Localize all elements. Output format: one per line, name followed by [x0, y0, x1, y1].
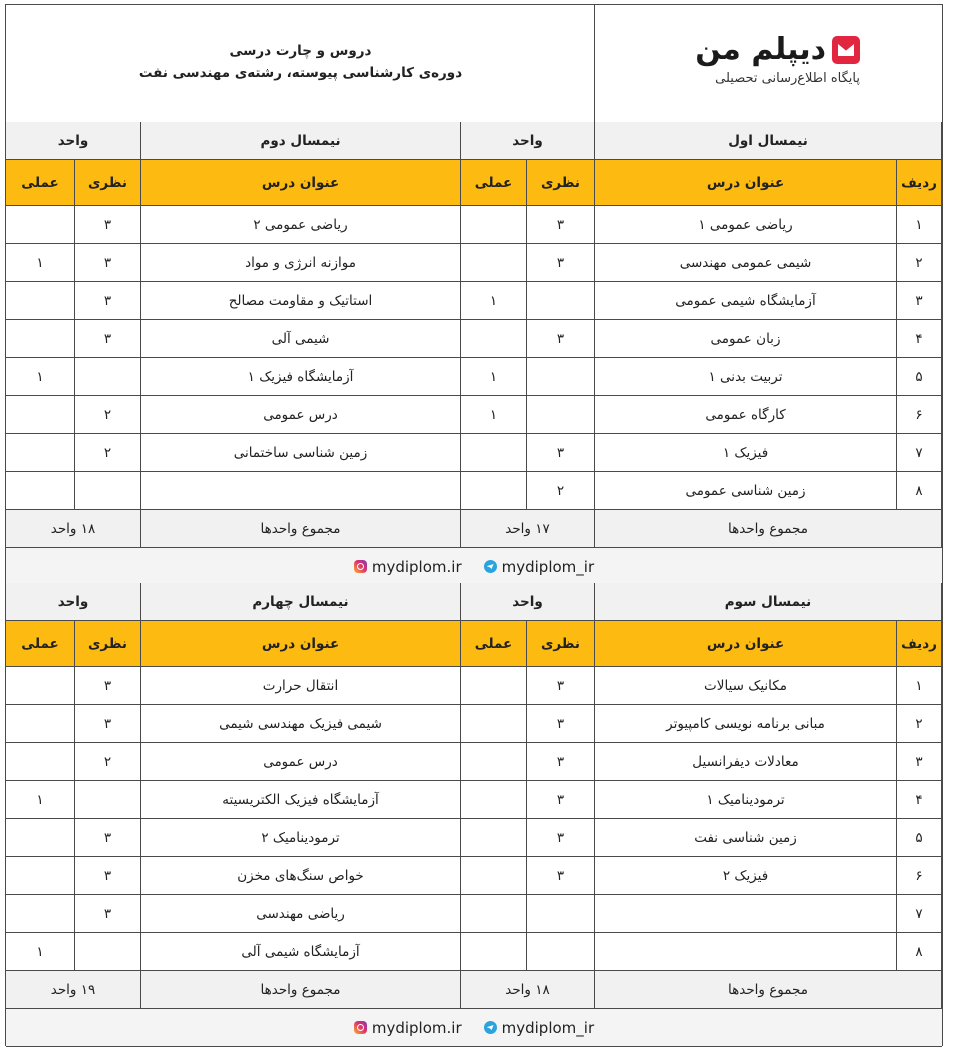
- practical-units: [6, 434, 75, 472]
- course-title-header: عنوان درس: [141, 621, 461, 667]
- semester-name: نیمسال دوم: [141, 122, 461, 160]
- practical-units: [461, 933, 527, 971]
- title-box: [6, 5, 595, 122]
- theory-units: ۳: [527, 244, 595, 282]
- practical-units: [6, 667, 75, 705]
- course-title: مکانیک سیالات: [595, 667, 897, 705]
- instagram-handle: mydiplom.ir: [371, 1018, 462, 1037]
- total-units-value: ۱۷ واحد: [461, 510, 595, 548]
- practical-units: ۱: [6, 933, 75, 971]
- semester-name: نیمسال چهارم: [141, 583, 461, 621]
- total-units-label: مجموع واحدها: [595, 510, 942, 548]
- practical-units: [461, 320, 527, 358]
- theory-header: نظری: [527, 621, 595, 667]
- course-title-header: عنوان درس: [595, 160, 897, 206]
- theory-units: ۳: [527, 743, 595, 781]
- theory-units: ۲: [75, 743, 141, 781]
- row-number: ۴: [897, 781, 942, 819]
- course-title: مبانی برنامه نویسی کامپیوتر: [595, 705, 897, 743]
- row-number: ۳: [897, 282, 942, 320]
- course-title: استاتیک و مقاومت مصالح: [141, 282, 461, 320]
- practical-units: [6, 472, 75, 510]
- theory-units: ۳: [75, 857, 141, 895]
- telegram-link[interactable]: [484, 1019, 595, 1037]
- theory-units: [527, 396, 595, 434]
- theory-units: [75, 933, 141, 971]
- theory-units: [75, 472, 141, 510]
- theory-units: ۳: [75, 819, 141, 857]
- row-number: ۴: [897, 320, 942, 358]
- semester-name: نیمسال اول: [595, 122, 942, 160]
- instagram-icon: [354, 560, 367, 573]
- course-title: آزمایشگاه فیزیک ۱: [141, 358, 461, 396]
- course-title: [595, 933, 897, 971]
- course-title: زمین شناسی ساختمانی: [141, 434, 461, 472]
- theory-units: [527, 895, 595, 933]
- theory-units: [75, 358, 141, 396]
- header: [6, 5, 942, 123]
- practical-units: [461, 895, 527, 933]
- practical-units: [6, 895, 75, 933]
- practical-units: [461, 857, 527, 895]
- theory-units: ۳: [75, 705, 141, 743]
- course-title: ریاضی عمومی ۲: [141, 206, 461, 244]
- curriculum-sheet: [5, 4, 943, 1046]
- theory-units: ۳: [527, 434, 595, 472]
- practical-units: [461, 434, 527, 472]
- course-title: کارگاه عمومی: [595, 396, 897, 434]
- row-number: ۵: [897, 358, 942, 396]
- theory-units: ۳: [75, 895, 141, 933]
- course-title: فیزیک ۱: [595, 434, 897, 472]
- theory-units: [75, 781, 141, 819]
- practical-units: [6, 705, 75, 743]
- theory-units: ۲: [75, 396, 141, 434]
- practical-units: [461, 244, 527, 282]
- practical-header: عملی: [6, 621, 75, 667]
- page-subtitle: دوره‌ی کارشناسی پیوسته، رشته‌ی مهندسی نفت: [138, 65, 463, 81]
- theory-header: نظری: [75, 160, 141, 206]
- row-number: ۷: [897, 895, 942, 933]
- course-title: زمین شناسی عمومی: [595, 472, 897, 510]
- course-title: ترمودینامیک ۱: [595, 781, 897, 819]
- course-title: درس عمومی: [141, 743, 461, 781]
- course-title: شیمی آلی: [141, 320, 461, 358]
- course-title: زبان عمومی: [595, 320, 897, 358]
- theory-units: ۳: [527, 206, 595, 244]
- practical-units: ۱: [6, 244, 75, 282]
- total-units-label: مجموع واحدها: [141, 510, 461, 548]
- theory-units: ۳: [75, 320, 141, 358]
- row-number: ۲: [897, 244, 942, 282]
- course-title: ترمودینامیک ۲: [141, 819, 461, 857]
- row-number: ۲: [897, 705, 942, 743]
- practical-units: ۱: [461, 396, 527, 434]
- practical-units: [6, 206, 75, 244]
- course-title: درس عمومی: [141, 396, 461, 434]
- theory-header: نظری: [527, 160, 595, 206]
- practical-units: [461, 743, 527, 781]
- units-header: واحد: [461, 583, 595, 621]
- practical-units: [461, 667, 527, 705]
- row-number: ۱: [897, 667, 942, 705]
- row-header: ردیف: [897, 621, 942, 667]
- theory-units: ۳: [527, 857, 595, 895]
- telegram-link[interactable]: [484, 558, 595, 576]
- practical-units: ۱: [6, 781, 75, 819]
- mail-logo-icon: [832, 36, 860, 64]
- row-number: ۶: [897, 857, 942, 895]
- practical-units: [461, 472, 527, 510]
- course-title: تربیت بدنی ۱: [595, 358, 897, 396]
- theory-units: ۳: [527, 819, 595, 857]
- course-title: ریاضی مهندسی: [141, 895, 461, 933]
- instagram-icon: [354, 1021, 367, 1034]
- telegram-icon: [484, 1021, 497, 1034]
- social-footer: [6, 1009, 942, 1047]
- course-title: [141, 472, 461, 510]
- practical-units: ۱: [6, 358, 75, 396]
- course-title: خواص سنگ‌های مخزن: [141, 857, 461, 895]
- course-title: آزمایشگاه شیمی عمومی: [595, 282, 897, 320]
- units-header: واحد: [6, 122, 141, 160]
- course-title: فیزیک ۲: [595, 857, 897, 895]
- course-title-header: عنوان درس: [141, 160, 461, 206]
- practical-units: [6, 743, 75, 781]
- practical-units: [6, 282, 75, 320]
- telegram-handle: mydiplom_ir: [501, 1018, 595, 1037]
- brand-tagline: پایگاه اطلاع‌رسانی تحصیلی: [715, 71, 860, 86]
- telegram-icon: [484, 560, 497, 573]
- course-title: آزمایشگاه فیزیک الکتریسیته: [141, 781, 461, 819]
- course-title: زمین شناسی نفت: [595, 819, 897, 857]
- theory-units: ۲: [527, 472, 595, 510]
- brand-name: دیپلم من: [695, 32, 826, 67]
- row-number: ۸: [897, 472, 942, 510]
- theory-units: ۲: [75, 434, 141, 472]
- social-footer: [6, 548, 942, 586]
- course-title: شیمی فیزیک مهندسی شیمی: [141, 705, 461, 743]
- theory-units: [527, 358, 595, 396]
- practical-units: ۱: [461, 358, 527, 396]
- page-title: دروس و چارت درسی: [229, 43, 372, 59]
- row-number: ۵: [897, 819, 942, 857]
- row-number: ۱: [897, 206, 942, 244]
- logo-box: [594, 5, 942, 122]
- theory-units: ۳: [75, 244, 141, 282]
- practical-units: [6, 857, 75, 895]
- instagram-handle: mydiplom.ir: [371, 557, 462, 576]
- practical-header: عملی: [6, 160, 75, 206]
- units-header: واحد: [6, 583, 141, 621]
- theory-units: ۳: [75, 206, 141, 244]
- theory-units: ۳: [527, 667, 595, 705]
- course-title-header: عنوان درس: [595, 621, 897, 667]
- theory-units: [527, 282, 595, 320]
- total-units-value: ۱۹ واحد: [6, 971, 141, 1009]
- practical-header: عملی: [461, 621, 527, 667]
- course-title: معادلات دیفرانسیل: [595, 743, 897, 781]
- theory-units: ۳: [75, 282, 141, 320]
- course-title: موازنه انرژی و مواد: [141, 244, 461, 282]
- row-number: ۳: [897, 743, 942, 781]
- row-number: ۸: [897, 933, 942, 971]
- telegram-handle: mydiplom_ir: [501, 557, 595, 576]
- row-number: ۷: [897, 434, 942, 472]
- theory-units: ۳: [75, 667, 141, 705]
- practical-units: [461, 781, 527, 819]
- practical-units: [461, 206, 527, 244]
- theory-header: نظری: [75, 621, 141, 667]
- practical-units: [461, 819, 527, 857]
- logo: [695, 32, 860, 67]
- course-title: شیمی عمومی مهندسی: [595, 244, 897, 282]
- course-title: انتقال حرارت: [141, 667, 461, 705]
- instagram-link[interactable]: [354, 1019, 462, 1037]
- units-header: واحد: [461, 122, 595, 160]
- total-units-label: مجموع واحدها: [595, 971, 942, 1009]
- total-units-label: مجموع واحدها: [141, 971, 461, 1009]
- practical-units: [6, 819, 75, 857]
- total-units-value: ۱۸ واحد: [461, 971, 595, 1009]
- theory-units: ۳: [527, 781, 595, 819]
- course-title: [595, 895, 897, 933]
- instagram-link[interactable]: [354, 558, 462, 576]
- practical-header: عملی: [461, 160, 527, 206]
- practical-units: [6, 320, 75, 358]
- theory-units: [527, 933, 595, 971]
- semester-name: نیمسال سوم: [595, 583, 942, 621]
- row-number: ۶: [897, 396, 942, 434]
- course-title: آزمایشگاه شیمی آلی: [141, 933, 461, 971]
- practical-units: [461, 705, 527, 743]
- total-units-value: ۱۸ واحد: [6, 510, 141, 548]
- row-header: ردیف: [897, 160, 942, 206]
- practical-units: [6, 396, 75, 434]
- course-title: ریاضی عمومی ۱: [595, 206, 897, 244]
- theory-units: ۳: [527, 320, 595, 358]
- theory-units: ۳: [527, 705, 595, 743]
- practical-units: ۱: [461, 282, 527, 320]
